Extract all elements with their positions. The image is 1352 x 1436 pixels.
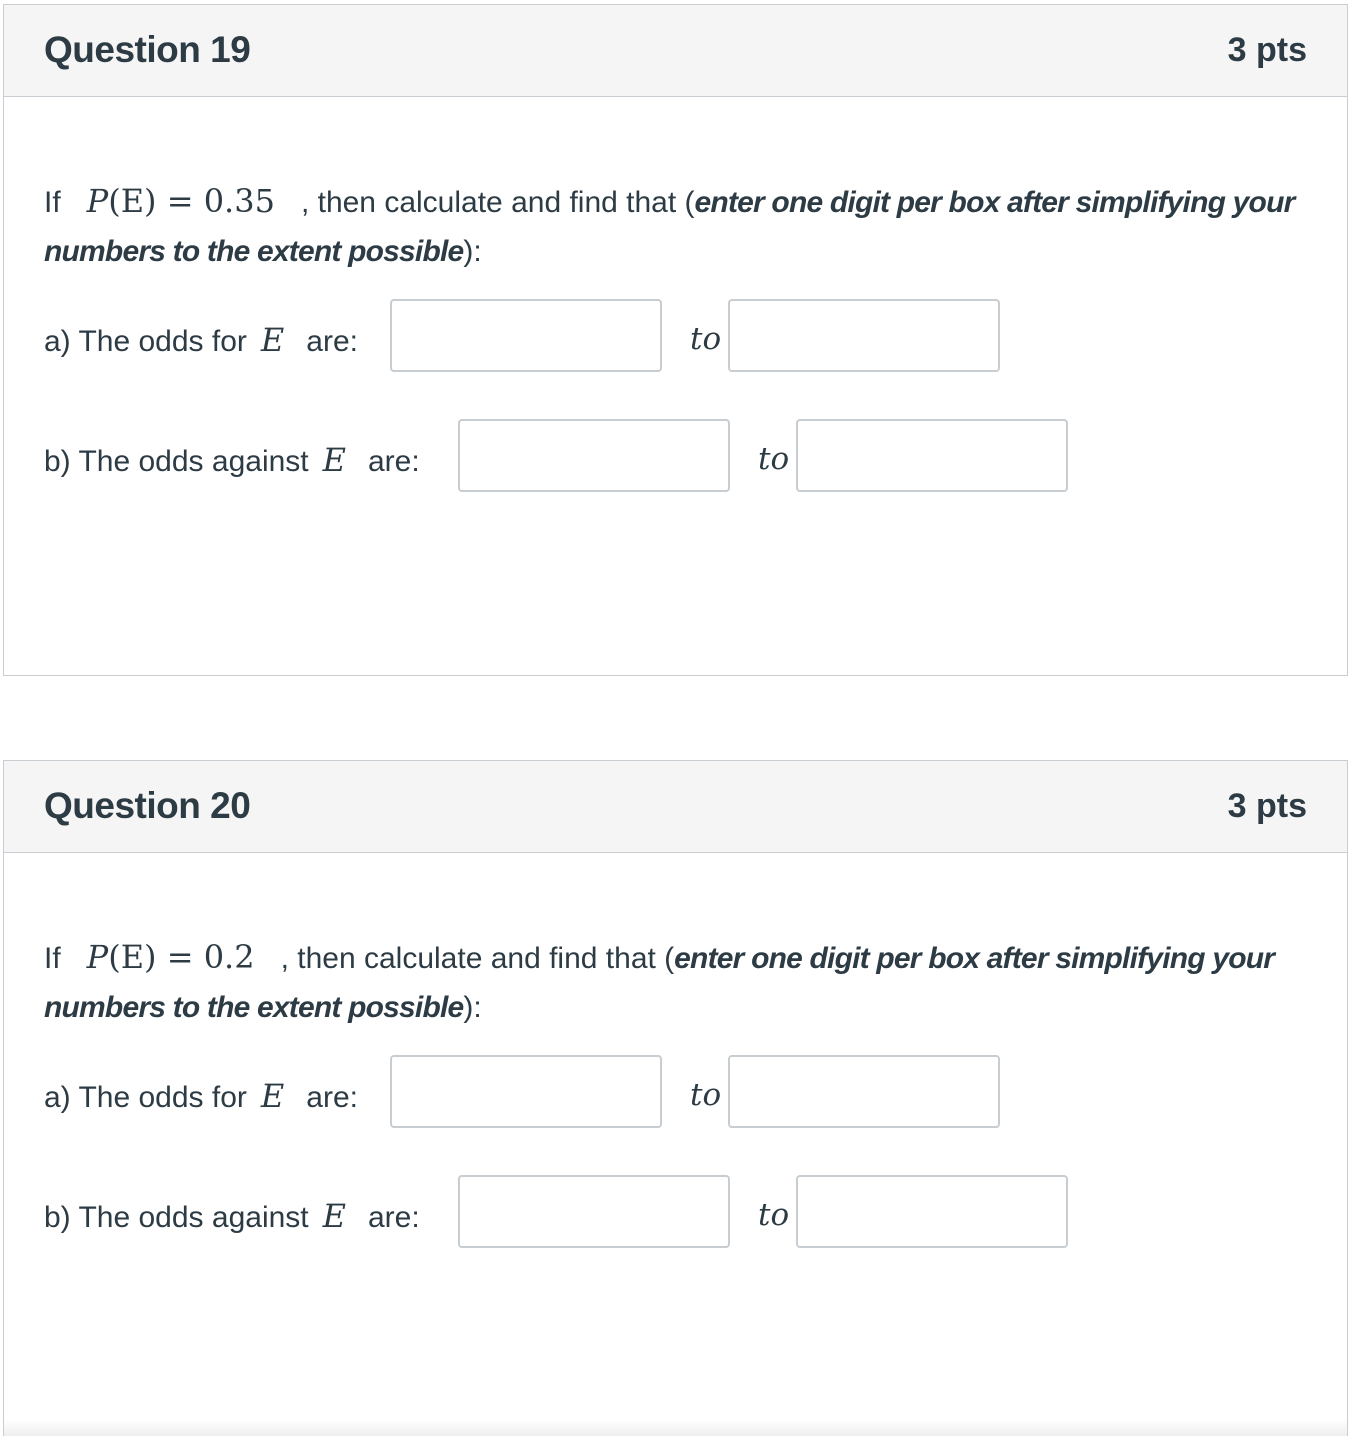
- question-card-19: [3, 4, 1348, 676]
- part-b-label: b) The odds against E are:: [44, 441, 420, 479]
- probability-expression: P(E) = 0.35: [86, 182, 275, 220]
- to-separator: to: [690, 321, 722, 357]
- intro-rest: , then calculate and find that (: [300, 186, 695, 219]
- question-header: [4, 761, 1347, 853]
- intro-if: If: [44, 186, 61, 219]
- question-text: [44, 933, 1304, 1032]
- odds-against-first-input[interactable]: [458, 419, 730, 492]
- part-a-label: a) The odds for E are:: [44, 1077, 358, 1115]
- odds-for-first-input[interactable]: [390, 299, 662, 372]
- question-text: [44, 177, 1304, 276]
- odds-against-second-input[interactable]: [796, 1175, 1068, 1248]
- odds-against-first-input[interactable]: [458, 1175, 730, 1248]
- question-card-20: [3, 760, 1348, 1432]
- question-points: 3 pts: [1227, 31, 1307, 69]
- intro-rest: , then calculate and find that (: [280, 942, 675, 975]
- probability-expression: P(E) = 0.2: [86, 938, 255, 976]
- to-separator: to: [690, 1077, 722, 1113]
- question-title: Question 20: [44, 785, 251, 826]
- odds-against-second-input[interactable]: [796, 419, 1068, 492]
- question-title: Question 19: [44, 29, 251, 70]
- part-a-label: a) The odds for E are:: [44, 321, 358, 359]
- to-separator: to: [758, 441, 790, 477]
- question-points: 3 pts: [1227, 787, 1307, 825]
- odds-for-second-input[interactable]: [728, 299, 1000, 372]
- instruction-text: enter one digit per box after simplifying your numbers to the extent possible: [44, 186, 1295, 268]
- odds-for-first-input[interactable]: [390, 1055, 662, 1128]
- intro-end: ):: [463, 235, 482, 268]
- intro-end: ):: [463, 991, 482, 1024]
- part-b-label: b) The odds against E are:: [44, 1197, 420, 1235]
- to-separator: to: [758, 1197, 790, 1233]
- instruction-text: enter one digit per box after simplifying your numbers to the extent possible: [44, 942, 1275, 1024]
- question-header: [4, 5, 1347, 97]
- odds-for-second-input[interactable]: [728, 1055, 1000, 1128]
- intro-if: If: [44, 942, 61, 975]
- scroll-fade: [3, 1420, 1348, 1436]
